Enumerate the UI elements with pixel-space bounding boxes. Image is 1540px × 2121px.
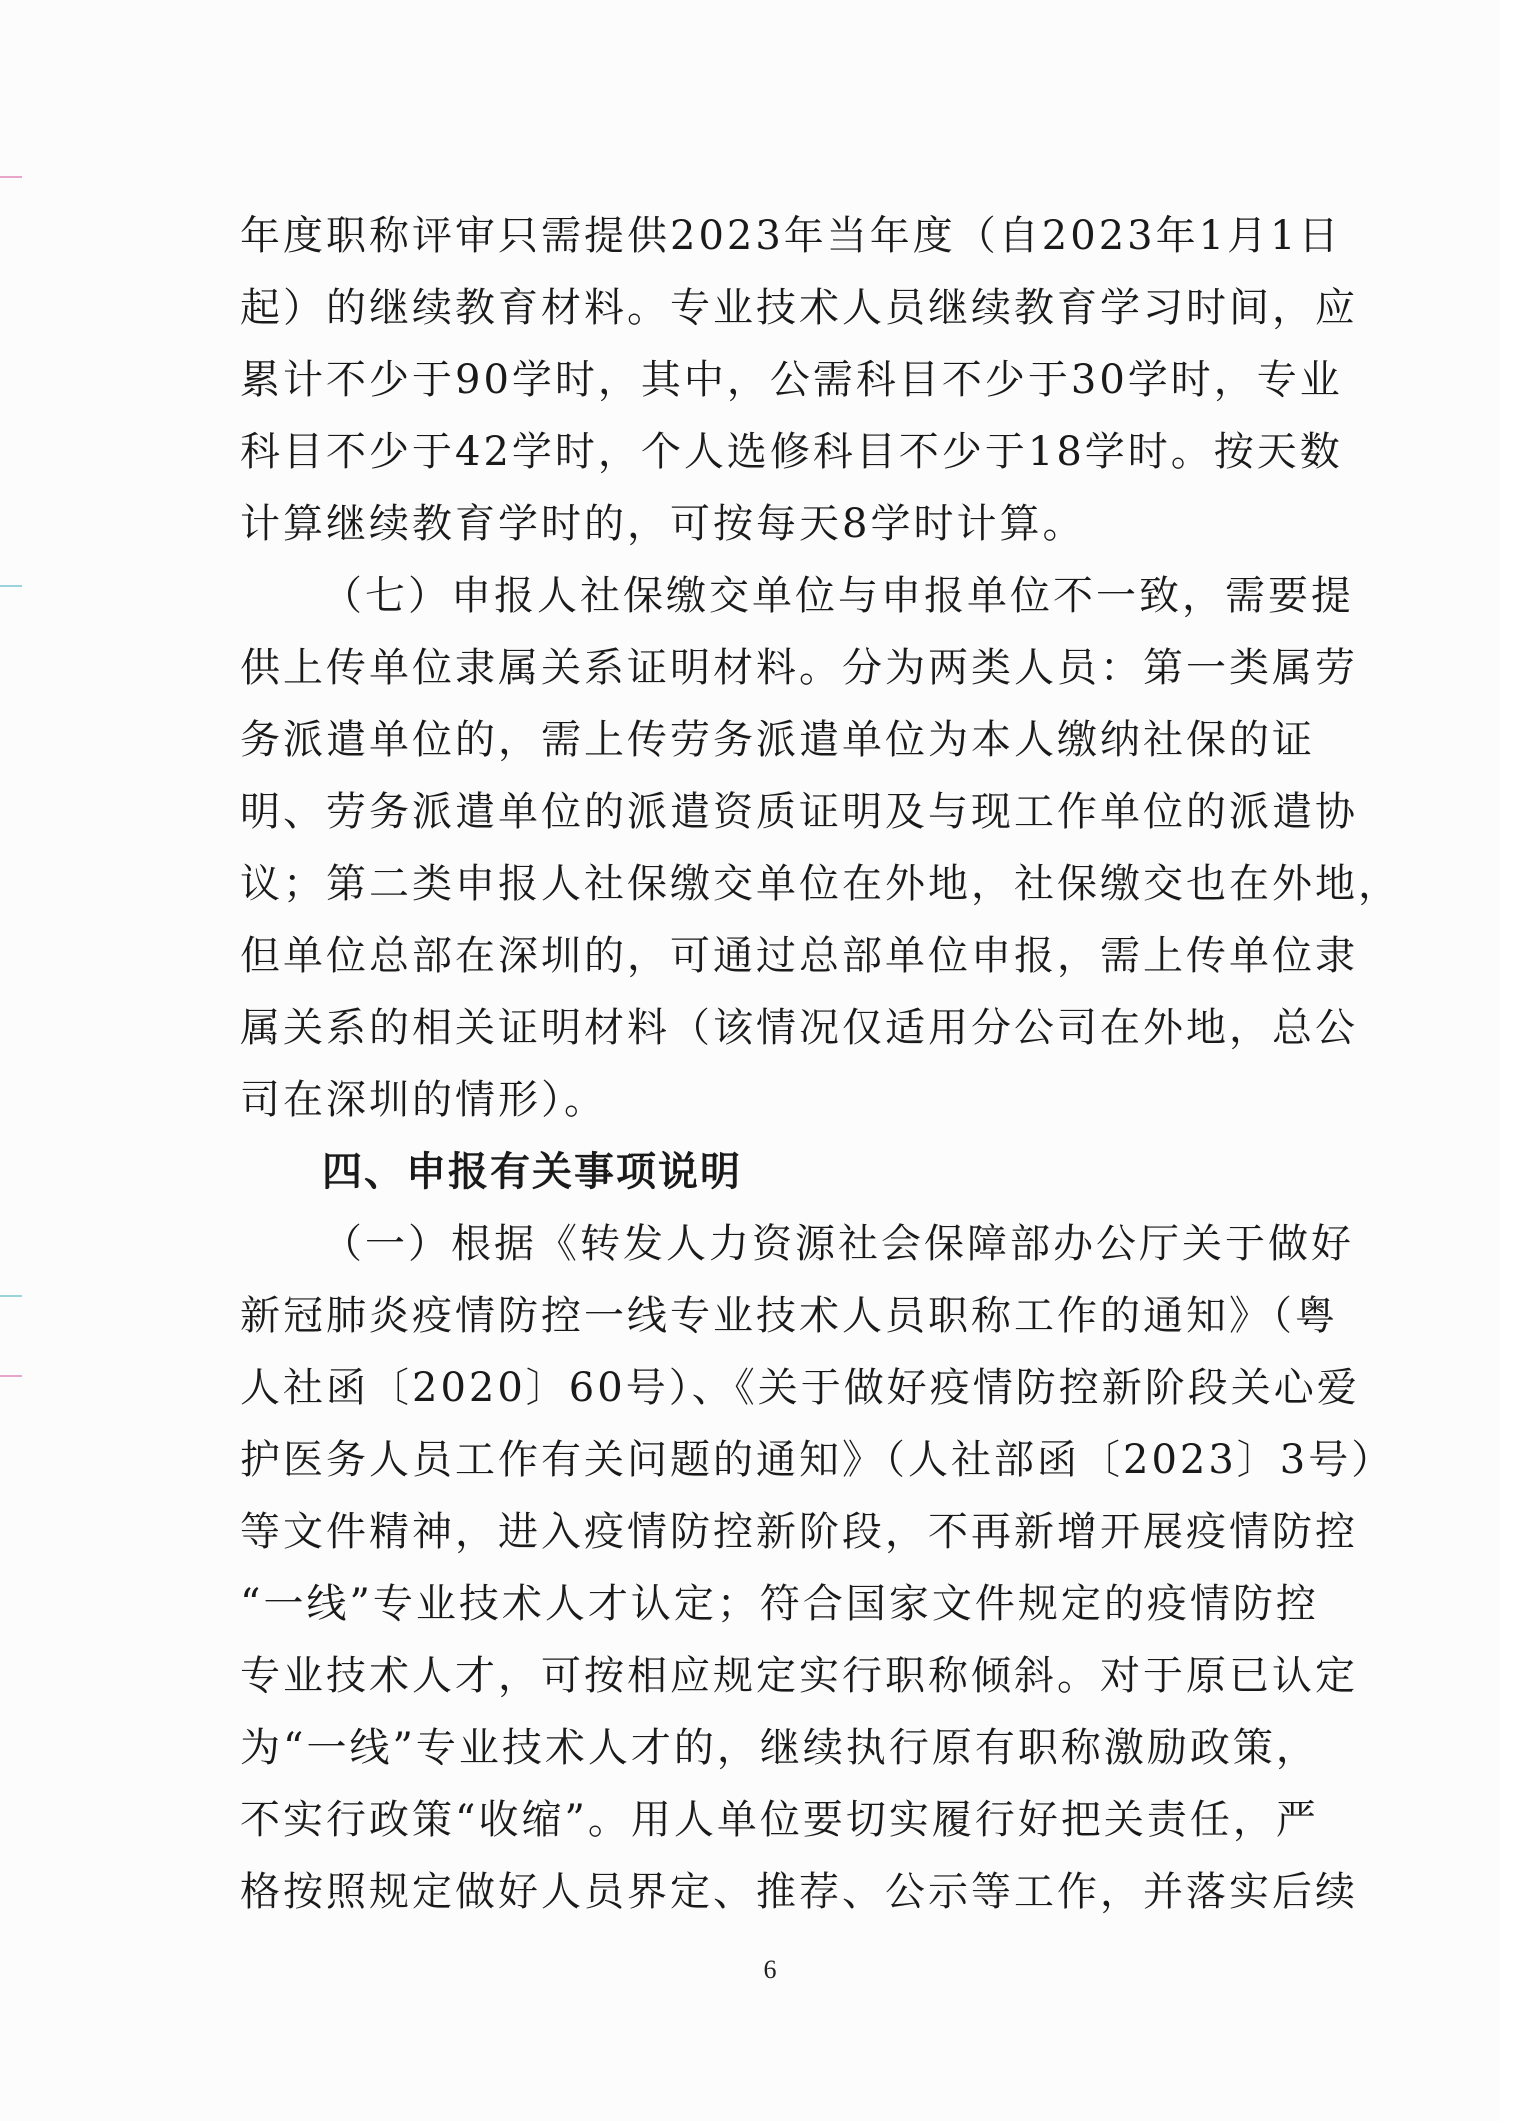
text-line: 专业技术人才，可按相应规定实行职称倾斜。对于原已认定 — [240, 1653, 1358, 1699]
text-line: 司在深圳的情形）。 — [240, 1077, 607, 1123]
text-line: 等文件精神，进入疫情防控新阶段，不再新增开展疫情防控 — [240, 1509, 1358, 1555]
text-line: “一线”专业技术人才认定；符合国家文件规定的疫情防控 — [240, 1581, 1319, 1627]
scan-edge-mark — [0, 176, 22, 178]
scan-edge-mark — [0, 585, 22, 587]
text-line: 年度职称评审只需提供2023年当年度（自2023年1月1日 — [240, 213, 1342, 259]
text-line: 人社函〔2020〕60号）、《关于做好疫情防控新阶段关心爱 — [240, 1365, 1360, 1411]
paragraph-start-line: （一）根据《转发人力资源社会保障部办公厅关于做好 — [322, 1221, 1354, 1267]
text-line: 护医务人员工作有关问题的通知》（人社部函〔2023〕3号） — [240, 1437, 1395, 1483]
text-line: 属关系的相关证明材料（该情况仅适用分公司在外地，总公 — [240, 1005, 1358, 1051]
scan-edge-mark — [0, 1295, 22, 1297]
paragraph-start-line: （七）申报人社保缴交单位与申报单位不一致，需要提 — [322, 573, 1354, 619]
section-heading: 四、申报有关事项说明 — [322, 1149, 742, 1195]
text-line: 格按照规定做好人员界定、推荐、公示等工作，并落实后续 — [240, 1869, 1358, 1915]
text-line: 不实行政策“收缩”。用人单位要切实履行好把关责任，严 — [240, 1797, 1319, 1843]
text-line: 议；第二类申报人社保缴交单位在外地，社保缴交也在外地， — [240, 861, 1401, 907]
text-line: 科目不少于42学时，个人选修科目不少于18学时。按天数 — [240, 429, 1343, 475]
text-line: 起）的继续教育材料。专业技术人员继续教育学习时间，应 — [240, 285, 1358, 331]
text-line: 供上传单位隶属关系证明材料。分为两类人员：第一类属劳 — [240, 645, 1358, 691]
scan-edge-mark — [0, 1375, 22, 1377]
text-line: 计算继续教育学时的，可按每天8学时计算。 — [240, 501, 1086, 547]
text-line: 但单位总部在深圳的，可通过总部单位申报，需上传单位隶 — [240, 933, 1358, 979]
page-number: 6 — [763, 1955, 777, 1984]
text-line: 务派遣单位的，需上传劳务派遣单位为本人缴纳社保的证 — [240, 717, 1315, 763]
text-line: 新冠肺炎疫情防控一线专业技术人员职称工作的通知》（粤 — [240, 1293, 1338, 1339]
text-line: 明、劳务派遣单位的派遣资质证明及与现工作单位的派遣协 — [240, 789, 1358, 835]
document-body — [240, 200, 1401, 1928]
text-line: 累计不少于90学时，其中，公需科目不少于30学时，专业 — [240, 357, 1343, 403]
text-line: 为“一线”专业技术人才的，继续执行原有职称激励政策， — [240, 1725, 1319, 1771]
